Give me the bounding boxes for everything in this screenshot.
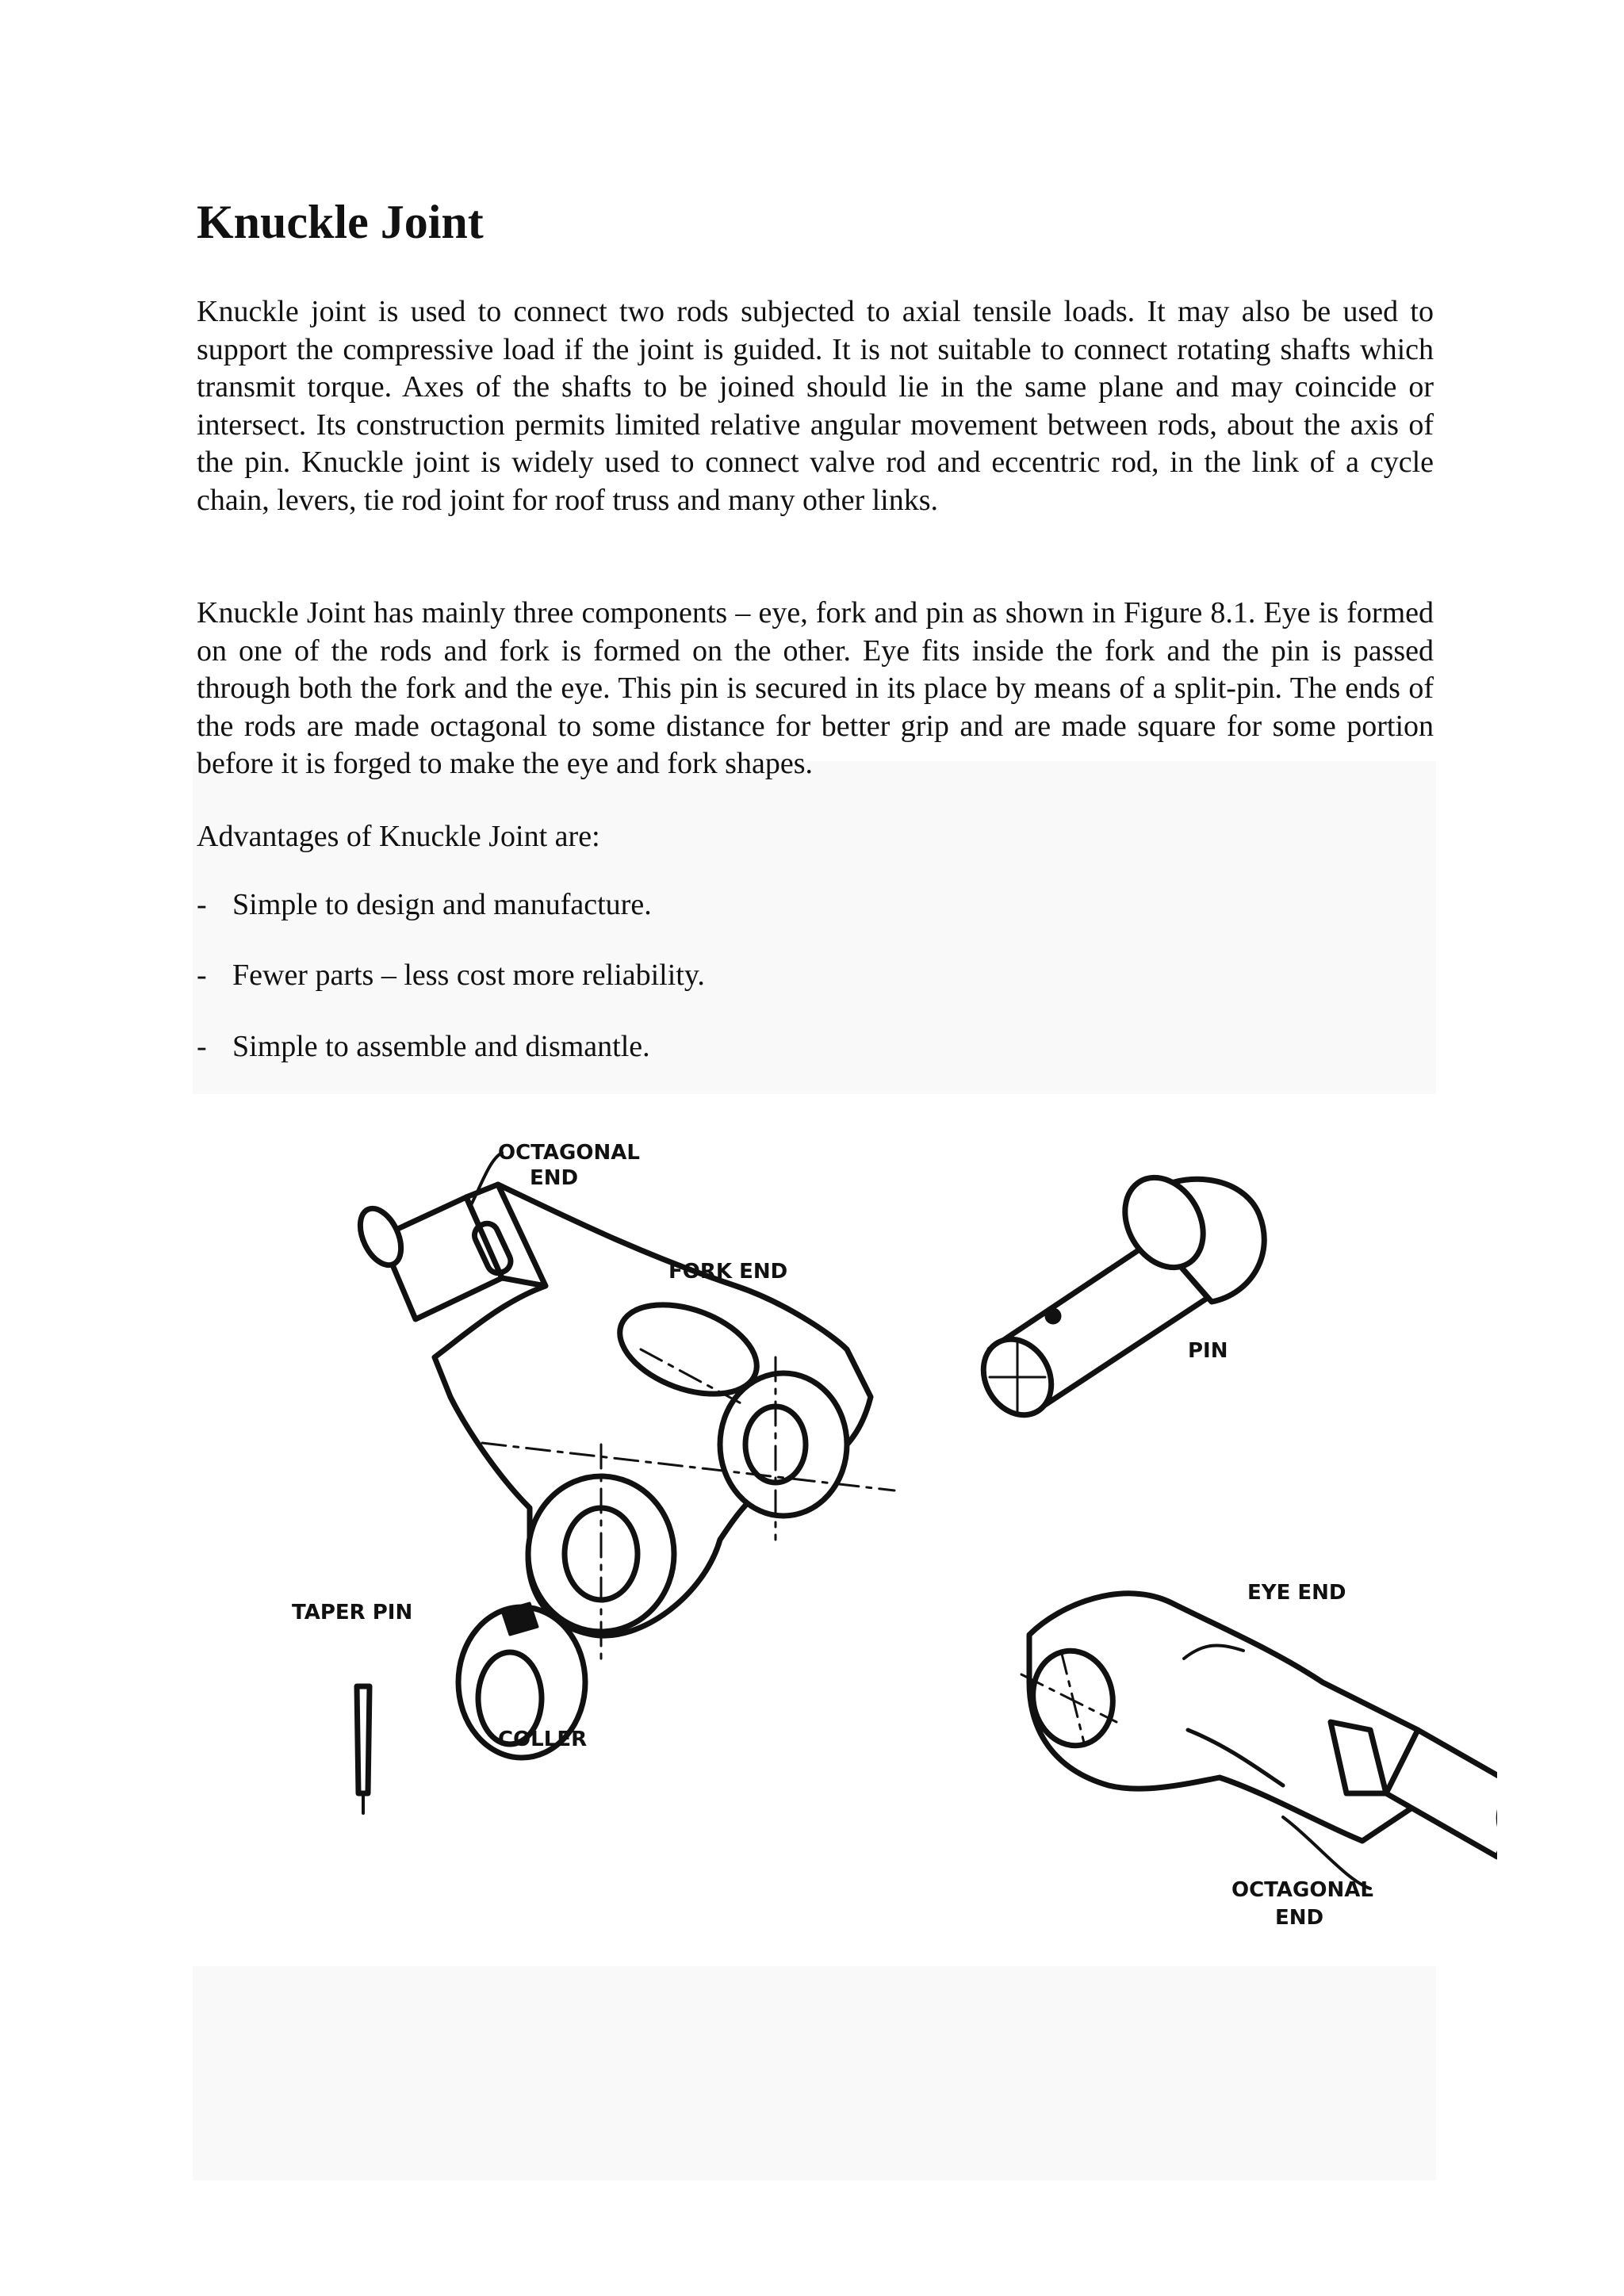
eye-end-drawing xyxy=(1021,1594,1497,1870)
knuckle-joint-drawing xyxy=(228,1096,1497,1960)
list-item xyxy=(197,886,652,924)
pin-drawing xyxy=(970,1164,1264,1428)
page-title: Knuckle Joint xyxy=(197,196,484,248)
label-taper-pin: TAPER PIN xyxy=(292,1601,413,1624)
label-octagonal-end-top: OCTAGONAL xyxy=(498,1141,640,1165)
label-coller: COLLER xyxy=(498,1728,588,1751)
paragraph-components: Knuckle Joint has mainly three components – eye, fork and pin as shown in Figure 8.1. Eye is formed on one of the rods and fork is formed on the other. Eye fits inside the fork and the pin is passed through both the fork and the eye. This pin is secured in its place by means of a split-pin. The ends of the rods are made octagonal to some distance for better grip and are made square for some portion before it is forged to make the eye and fork shapes. xyxy=(197,596,1434,780)
knuckle-joint-figure xyxy=(228,1096,1497,1960)
label-pin: PIN xyxy=(1188,1339,1228,1363)
bullet-marker: - xyxy=(197,959,207,992)
list-item-text: Simple to design and manufacture. xyxy=(232,888,652,921)
bullet-marker: - xyxy=(197,888,207,921)
label-fork-end: FORK END xyxy=(668,1260,788,1284)
label-eye-end: EYE END xyxy=(1247,1581,1346,1605)
label-octagonal-end-bottom: OCTAGONAL xyxy=(1231,1878,1373,1902)
list-item-text: Simple to assemble and dismantle. xyxy=(232,1030,650,1063)
fork-end-drawing xyxy=(352,1184,894,1667)
label-octagonal-end-bottom-2: END xyxy=(1275,1906,1324,1930)
list-item xyxy=(197,1028,650,1066)
bullet-marker: - xyxy=(197,1030,207,1063)
background-shade xyxy=(193,1966,1436,2180)
list-item xyxy=(197,957,705,994)
label-octagonal-end-top-2: END xyxy=(530,1166,579,1190)
paragraph-intro: Knuckle joint is used to connect two rods subjected to axial tensile loads. It may also be used to support the compressive load if the joint is guided. It is not suitable to connect rotating shafts which transmit torque. Axes of the shafts to be joined should lie in the same plane and may coincide or intersect. Its construction permits limited relative angular movement between rods, about the axis of the pin. Knuckle joint is widely used to connect valve rod and eccentric rod, in the link of a cycle chain, levers, tie rod joint for roof truss and many other links. xyxy=(197,295,1434,517)
taper-pin-drawing xyxy=(357,1686,370,1813)
advantages-heading: Advantages of Knuckle Joint are: xyxy=(197,820,600,853)
list-item-text: Fewer parts – less cost more reliability. xyxy=(232,959,705,992)
